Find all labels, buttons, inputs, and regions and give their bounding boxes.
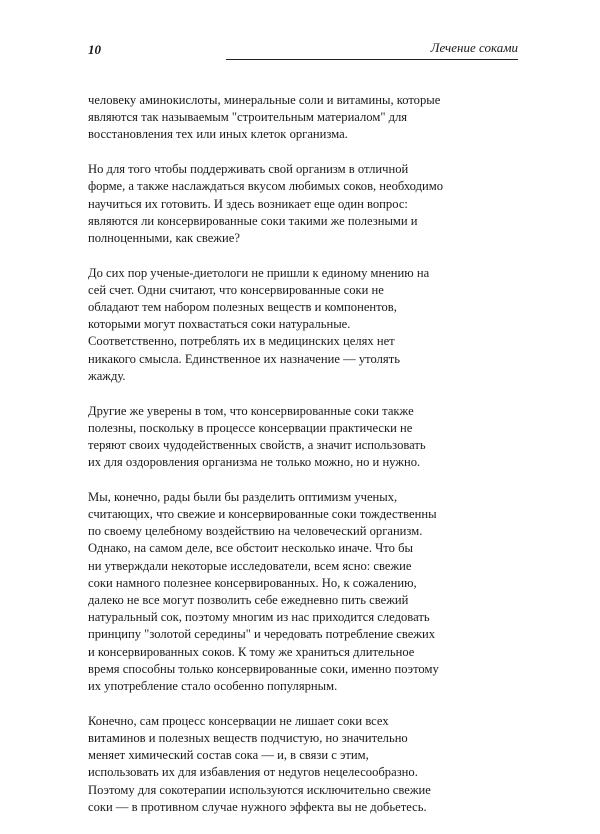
text-line: полезны, поскольку в процессе консервации практически не — [88, 420, 413, 435]
text-line: по своему целебному воздействию на человеческий организм. — [88, 524, 423, 539]
text-line: и консервированных соков. К тому же храниться длительное — [88, 644, 415, 659]
text-line: время способны только консервированные соки, именно поэтому — [88, 661, 439, 676]
page-number: 10 — [88, 42, 101, 57]
text-line: Соответственно, потреблять их в медицинских целях нет — [88, 334, 395, 349]
page-body — [88, 92, 518, 834]
text-line: Другие же уверены в том, что консервированные соки также — [88, 403, 414, 418]
text-line: Однако, на самом деле, все обстоит несколько иначе. Что бы — [88, 541, 413, 556]
text-line: Поэтому для сокотерапии используются исключительно свежие — [88, 782, 431, 797]
text-line: Мы, конечно, рады были бы разделить оптимизм ученых, — [88, 489, 398, 504]
text-line: ни утверждали некоторые исследователи, всем ясно: свежие — [88, 558, 412, 573]
text-line: форме, а также наслаждаться вкусом любимых соков, необходимо — [88, 179, 444, 194]
text-line: соки — в противном случае нужного эффекта вы не добьетесь. — [88, 799, 427, 814]
text-line: теряют своих чудодейственных свойств, а значит использовать — [88, 437, 426, 452]
text-line: обладают тем набором полезных веществ и компонентов, — [88, 300, 397, 315]
text-line: которыми могут похвастаться соки натуральные. — [88, 317, 351, 332]
text-line: натуральный сок, поэтому многим из нас приходится следовать — [88, 610, 430, 625]
paragraph — [88, 403, 518, 472]
paragraph — [88, 489, 518, 695]
text-line: никакого смысла. Единственное их назначение — утолять — [88, 351, 400, 366]
text-line: считающих, что свежие и консервированные соки тождественны — [88, 507, 437, 522]
text-line: соки намного полезнее консервированных. Но, к сожалению, — [88, 575, 417, 590]
text-line: являются так называемым "строительным материалом" для — [88, 110, 408, 125]
page-header — [88, 42, 518, 64]
paragraph — [88, 92, 518, 144]
text-line: жажду. — [88, 368, 126, 383]
text-line: использовать их для избавления от недугов нецелесообразно. — [88, 765, 418, 780]
text-line: До сих пор ученые-диетологи не пришли к единому мнению на — [88, 265, 430, 280]
header-rule — [226, 59, 518, 60]
text-line: восстановления тех или иных клеток организма. — [88, 127, 348, 142]
text-line: принципу "золотой середины" и чередовать потребление свежих — [88, 627, 436, 642]
text-line: являются ли консервированные соки такими же полезными и — [88, 213, 418, 228]
text-line: человеку аминокислоты, минеральные соли и витамины, которые — [88, 93, 441, 107]
running-title: Лечение соками — [430, 40, 518, 55]
text-line: их для оздоровления организма не только можно, но и нужно. — [88, 455, 421, 470]
text-line: далеко не все могут позволить себе ежедневно пить свежий — [88, 593, 409, 608]
text-line: меняет химический состав сока — и, в связи с этим, — [88, 748, 369, 763]
paragraph — [88, 713, 518, 816]
text-line: научиться их готовить. И здесь возникает еще один вопрос: — [88, 196, 408, 211]
paragraph — [88, 161, 518, 247]
text-line: сей счет. Одни считают, что консервированные соки не — [88, 282, 384, 297]
text-line: Конечно, сам процесс консервации не лишает соки всех — [88, 713, 389, 728]
paragraph — [88, 265, 518, 385]
text-line: их употребление стало особенно популярным. — [88, 679, 338, 694]
text-line: Но для того чтобы поддерживать свой организм в отличной — [88, 162, 409, 177]
text-line: полноценными, как свежие? — [88, 230, 240, 245]
text-line: витаминов и полезных веществ подчистую, но значительно — [88, 731, 408, 745]
